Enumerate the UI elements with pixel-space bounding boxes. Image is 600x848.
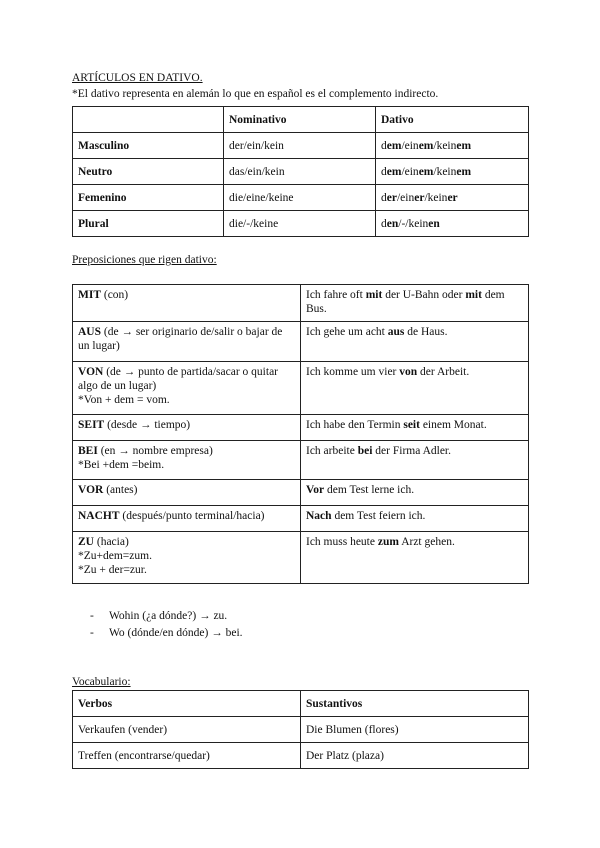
table-row: [73, 185, 529, 211]
table-row: [73, 532, 529, 584]
header-cell: Verbos: [73, 691, 301, 717]
preposition-cell: SEIT (desde → tiempo): [73, 415, 301, 441]
nominativo-cell: die/-/keine: [224, 211, 376, 237]
table-row: [73, 133, 529, 159]
preposition-cell: ZU (hacia) *Zu+dem=zum. *Zu + der=zur.: [73, 532, 301, 584]
example-cell: Ich muss heute zum Arzt gehen.: [301, 532, 529, 584]
table-row: [73, 441, 529, 480]
gender-cell: Masculino: [73, 133, 224, 159]
verb-cell: Verkaufen (vender): [73, 717, 301, 743]
example-cell: Nach dem Test feiern ich.: [301, 506, 529, 532]
nominativo-cell: das/ein/kein: [224, 159, 376, 185]
table-row: [73, 159, 529, 185]
dativo-cell: der/einer/keiner: [376, 185, 529, 211]
table-row: [73, 415, 529, 441]
preposition-cell: NACHT (después/punto terminal/hacia): [73, 506, 301, 532]
gender-cell: Neutro: [73, 159, 224, 185]
noun-cell: Der Platz (plaza): [301, 743, 529, 769]
example-cell: Ich arbeite bei der Firma Adler.: [301, 441, 529, 480]
gender-cell: Femenino: [73, 185, 224, 211]
example-cell: Ich gehe um acht aus de Haus.: [301, 322, 529, 362]
table-row: [73, 362, 529, 415]
header-cell: Nominativo: [224, 107, 376, 133]
table-row: [73, 480, 529, 506]
header-cell: [73, 107, 224, 133]
preposition-cell: VOR (antes): [73, 480, 301, 506]
preposition-cell: BEI (en → nombre empresa) *Bei +dem =beim.: [73, 441, 301, 480]
vocab-table: [72, 690, 529, 769]
table-row: [73, 285, 529, 322]
table-row: [73, 211, 529, 237]
table-row: [73, 107, 529, 133]
vocab-title: Vocabulario:: [72, 676, 131, 688]
prepositions-table: [72, 284, 529, 584]
preposition-cell: MIT (con): [73, 285, 301, 322]
prepositions-title: Preposiciones que rigen dativo:: [72, 254, 217, 266]
table-row: [73, 743, 529, 769]
table-row: [73, 691, 529, 717]
table-row: [73, 717, 529, 743]
table-row: [73, 506, 529, 532]
noun-cell: Die Blumen (flores): [301, 717, 529, 743]
nominativo-cell: die/eine/keine: [224, 185, 376, 211]
bullet-text: Wohin (¿a dónde?) → zu.: [109, 610, 228, 622]
document-title: ARTÍCULOS EN DATIVO.: [72, 72, 203, 84]
example-cell: Ich habe den Termin seit einem Monat.: [301, 415, 529, 441]
verb-cell: Treffen (encontrarse/quedar): [73, 743, 301, 769]
preposition-cell: AUS (de → ser originario de/salir o bajar de un lugar): [73, 322, 301, 362]
articles-table: [72, 106, 529, 237]
gender-cell: Plural: [73, 211, 224, 237]
dativo-cell: den/-/keinen: [376, 211, 529, 237]
dativo-cell: dem/einem/keinem: [376, 159, 529, 185]
table-row: [73, 322, 529, 362]
example-cell: Ich fahre oft mit der U-Bahn oder mit dem Bus.: [301, 285, 529, 322]
nominativo-cell: der/ein/kein: [224, 133, 376, 159]
preposition-cell: VON (de → punto de partida/sacar o quitar algo de un lugar) *Von + dem = vom.: [73, 362, 301, 415]
example-cell: Vor dem Test lerne ich.: [301, 480, 529, 506]
example-cell: Ich komme um vier von der Arbeit.: [301, 362, 529, 415]
header-cell: Sustantivos: [301, 691, 529, 717]
header-cell: Dativo: [376, 107, 529, 133]
intro-text: *El dativo representa en alemán lo que en español es el complemento indirecto.: [72, 88, 439, 100]
dash-bullet: -: [90, 627, 94, 639]
dativo-cell: dem/einem/keinem: [376, 133, 529, 159]
bullet-text: Wo (dónde/en dónde) → bei.: [109, 627, 243, 639]
dash-bullet: -: [90, 610, 94, 622]
